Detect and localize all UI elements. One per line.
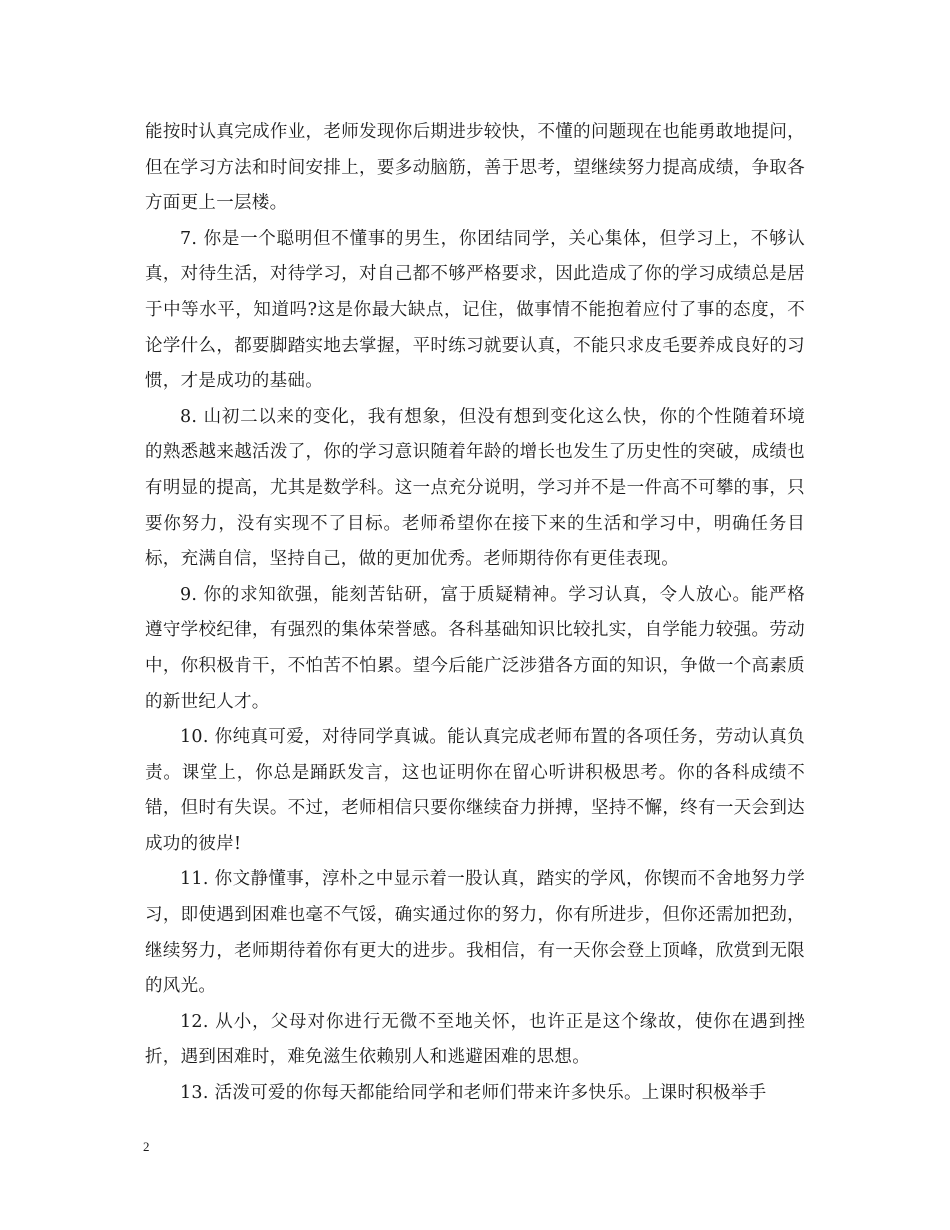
paragraph-continuation: 能按时认真完成作业，老师发现你后期进步较快，不懂的问题现在也能勇敢地提问，但在学习方法和时间安排上，要多动脑筋，善于思考，望继续努力提高成绩，争取各方面更上一层楼。: [145, 122, 805, 214]
paragraph-item-7: 7. 你是一个聪明但不懂事的男生，你团结同学，关心集体，但学习上，不够认真，对待生活，对待学习，对自己都不够严格要求，因此造成了你的学习成绩总是居于中等水平，知道吗?这是你最大缺点，记住，做事情不能抱着应付了事的态度，不论学什么，都要脚踏实地去掌握，平时练习就要认真，不能只求皮毛要养成良好的习惯，才是成功的基础。: [145, 228, 805, 392]
paragraph-item-10: 10. 你纯真可爱，对待同学真诚。能认真完成老师布置的各项任务，劳动认真负责。课堂上，你总是踊跃发言，这也证明你在留心听讲积极思考。你的各科成绩不错，但时有失误。不过，老师相信只要你继续奋力拼搏，坚持不懈，终有一天会到达成功的彼岸!: [145, 727, 805, 854]
paragraph-item-11: 11. 你文静懂事，淳朴之中显示着一股认真，踏实的学风，你锲而不舍地努力学习，即使遇到困难也毫不气馁，确实通过你的努力，你有所进步，但你还需加把劲，继续努力，老师期待着你有更大的进步。我相信，有一天你会登上顶峰，欣赏到无限的风光。: [145, 869, 805, 997]
page-number: 2: [143, 1139, 150, 1154]
paragraph-item-8: 8. 山初二以来的变化，我有想象，但没有想到变化这么快，你的个性随着环境的熟悉越来越活泼了，你的学习意识随着年龄的增长也发生了历史性的突破，成绩也有明显的提高，尤其是数学科。这一点充分说明，学习并不是一件高不可攀的事，只要你努力，没有实现不了目标。老师希望你在接下来的生活和学习中，明确任务目标，充满自信，坚持自己，做的更加优秀。老师期待你有更佳表现。: [145, 406, 805, 570]
paragraph-item-9: 9. 你的求知欲强，能刻苦钻研，富于质疑精神。学习认真，令人放心。能严格遵守学校纪律，有强烈的集体荣誉感。各科基础知识比较扎实，自学能力较强。劳动中，你积极肯干，不怕苦不怕累。望今后能广泛涉猎各方面的知识，争做一个高素质的新世纪人才。: [145, 584, 805, 712]
document-body: [145, 115, 805, 1112]
paragraph-item-13: 13. 活泼可爱的你每天都能给同学和老师们带来许多快乐。上课时积极举手: [180, 1083, 767, 1104]
paragraph-item-12: 12. 从小，父母对你进行无微不至地关怀，也许正是这个缘故，使你在遇到挫折，遇到困难时，难免滋生依赖别人和逃避困难的思想。: [145, 1011, 805, 1068]
